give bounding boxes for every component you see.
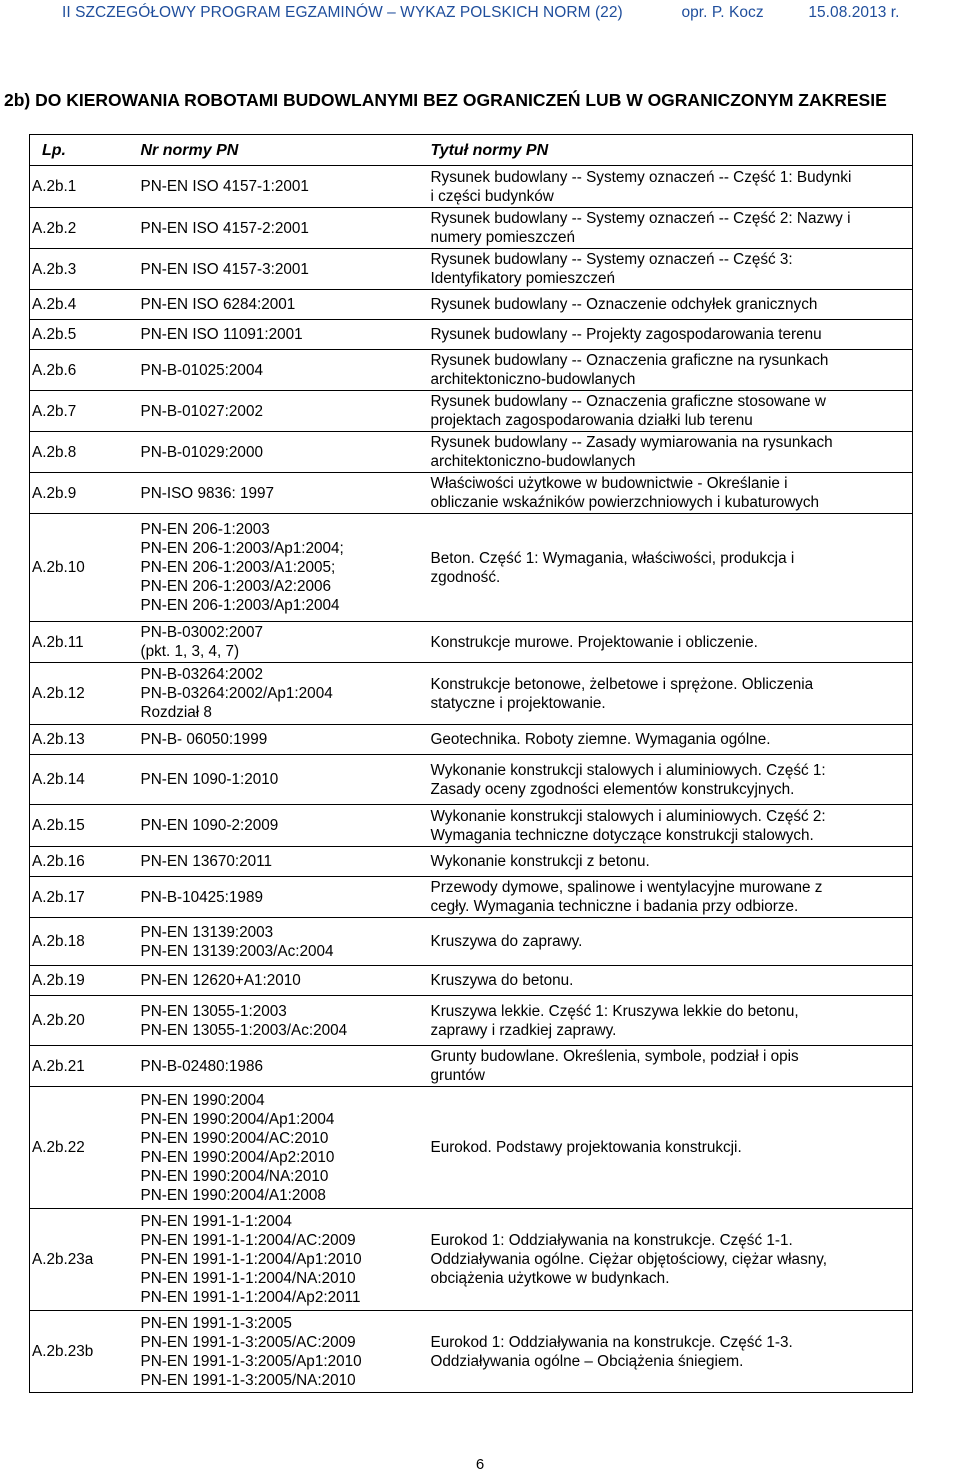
norm-title-line: i części budynków xyxy=(430,187,554,205)
row-norm-number xyxy=(133,918,423,966)
row-norm-title xyxy=(423,918,913,966)
norm-title-line: Eurokod 1: Oddziaływania na konstrukcje. Część 1-3. xyxy=(430,1333,793,1351)
norm-number-line: Rozdział 8 xyxy=(140,704,212,721)
table-header-row xyxy=(30,135,913,166)
row-lp: A.2b.6 xyxy=(30,350,133,391)
norm-title-line: Przewody dymowe, spalinowe i wentylacyjne murowane z xyxy=(430,879,823,896)
row-norm-number xyxy=(133,877,423,918)
norm-number-line: PN-EN 1090-2:2009 xyxy=(140,817,279,834)
norm-number-line: PN-EN 206-1:2003/A2:2006 xyxy=(140,578,331,595)
table-row xyxy=(30,918,913,966)
row-norm-title xyxy=(423,1087,913,1209)
norm-title-line: Konstrukcje betonowe, żelbetowe i sprężone. Obliczenia xyxy=(430,675,814,693)
row-lp: A.2b.21 xyxy=(30,1046,133,1087)
table-row xyxy=(30,208,913,249)
header-nr: Nr normy PN xyxy=(133,135,423,166)
norm-number-line: PN-EN 13055-1:2003 xyxy=(140,1002,287,1020)
row-norm-title xyxy=(423,391,913,432)
norm-title-line: Kruszywa do betonu. xyxy=(430,972,574,989)
norm-number-line: (pkt. 1, 3, 4, 7) xyxy=(140,643,240,660)
row-norm-number xyxy=(133,1087,423,1209)
norm-title-line: Identyfikatory pomieszczeń xyxy=(430,270,615,287)
norm-title-line: architektoniczno-budowlanych xyxy=(430,371,636,388)
norm-number-line: PN-EN 1991-1-1:2004/NA:2010 xyxy=(140,1270,356,1287)
row-norm-title xyxy=(423,208,913,249)
norm-title-line: cegły. Wymagania techniczne i badania przy odbiorze. xyxy=(430,898,799,915)
row-norm-title xyxy=(423,1311,913,1393)
row-norm-title xyxy=(423,473,913,514)
norm-number-line: PN-EN 1990:2004/A1:2008 xyxy=(140,1186,326,1204)
row-lp: A.2b.5 xyxy=(30,320,133,350)
norm-number-line: PN-EN 13139:2003/Ac:2004 xyxy=(140,942,334,960)
norm-number-line: PN-EN 1991-1-1:2004 xyxy=(140,1213,292,1230)
row-lp: A.2b.1 xyxy=(30,166,133,208)
row-norm-number xyxy=(133,1209,423,1311)
row-norm-title xyxy=(423,622,913,663)
norm-number-line: PN-B-01025:2004 xyxy=(140,361,263,379)
row-norm-title xyxy=(423,1046,913,1087)
header-title: Tytuł normy PN xyxy=(423,135,913,166)
table-row xyxy=(30,1046,913,1087)
row-norm-title xyxy=(423,249,913,290)
norm-title-line: Właściwości użytkowe w budownictwie - Określanie i xyxy=(430,475,788,492)
row-norm-number xyxy=(133,805,423,847)
row-norm-title xyxy=(423,1209,913,1311)
row-lp: A.2b.3 xyxy=(30,249,133,290)
norm-number-line: PN-EN ISO 11091:2001 xyxy=(140,326,303,343)
norm-number-line: PN-EN 13670:2011 xyxy=(140,853,273,870)
table-row xyxy=(30,847,913,877)
norm-title-line: Konstrukcje murowe. Projektowanie i obliczenie. xyxy=(430,633,758,651)
row-lp: A.2b.17 xyxy=(30,877,133,918)
norm-title-line: statyczne i projektowanie. xyxy=(430,694,606,712)
row-norm-number xyxy=(133,622,423,663)
norm-title-line: obliczanie wskaźników powierzchniowych i kubaturowych xyxy=(430,494,820,511)
section-title: 2b) DO KIEROWANIA ROBOTAMI BUDOWLANYMI BEZ OGRANICZEŃ LUB W OGRANICZONYM ZAKRESIE xyxy=(4,90,887,110)
row-norm-number xyxy=(133,663,423,725)
norm-number-line: PN-B-03264:2002 xyxy=(140,666,263,683)
table-row xyxy=(30,1311,913,1393)
norm-number-line: PN-EN 12620+A1:2010 xyxy=(140,972,301,989)
norm-number-line: PN-EN 1991-1-3:2005/Ap1:2010 xyxy=(140,1352,362,1370)
norm-title-line: Beton. Część 1: Wymagania, właściwości, produkcja i xyxy=(430,549,795,567)
row-norm-title xyxy=(423,320,913,350)
row-norm-title xyxy=(423,996,913,1046)
row-norm-number xyxy=(133,432,423,473)
row-lp: A.2b.13 xyxy=(30,725,133,755)
norm-number-line: PN-ISO 9836: 1997 xyxy=(140,484,275,502)
norm-number-line: PN-EN 1990:2004/Ap1:2004 xyxy=(140,1110,335,1128)
header-date: 15.08.2013 r. xyxy=(808,4,900,21)
row-norm-title xyxy=(423,966,913,996)
table-row xyxy=(30,755,913,805)
table-row xyxy=(30,1087,913,1209)
norm-title-line: Wykonanie konstrukcji stalowych i aluminiowych. Część 1: xyxy=(430,761,826,779)
table-row xyxy=(30,391,913,432)
norm-number-line: PN-EN ISO 4157-2:2001 xyxy=(140,219,309,237)
row-lp: A.2b.15 xyxy=(30,805,133,847)
norm-title-line: Rysunek budowlany -- Oznaczenie odchyłek granicznych xyxy=(430,296,818,313)
row-norm-title xyxy=(423,805,913,847)
table-row xyxy=(30,166,913,208)
norm-number-line: PN-EN 1990:2004/Ap2:2010 xyxy=(140,1148,335,1166)
norm-title-line: Rysunek budowlany -- Oznaczenia graficzne na rysunkach xyxy=(430,352,829,369)
row-norm-title xyxy=(423,350,913,391)
row-norm-title xyxy=(423,290,913,320)
norm-number-line: PN-EN ISO 6284:2001 xyxy=(140,296,296,313)
norm-number-line: PN-B-02480:1986 xyxy=(140,1057,263,1075)
row-lp: A.2b.19 xyxy=(30,966,133,996)
norm-title-line: Rysunek budowlany -- Oznaczenia graficzne stosowane w xyxy=(430,393,826,410)
row-norm-number xyxy=(133,166,423,208)
norm-number-line: PN-B-03264:2002/Ap1:2004 xyxy=(140,685,333,702)
header-title: II SZCZEGÓŁOWY PROGRAM EGZAMINÓW – WYKAZ POLSKICH NORM (22) xyxy=(62,4,623,21)
row-norm-number xyxy=(133,755,423,805)
row-norm-title xyxy=(423,663,913,725)
header-lp: Lp. xyxy=(30,135,133,166)
norm-number-line: PN-B-01029:2000 xyxy=(140,443,263,461)
row-norm-number xyxy=(133,320,423,350)
norm-title-line: Wymagania techniczne dotyczące konstrukcji stalowych. xyxy=(430,826,814,844)
row-norm-number xyxy=(133,847,423,877)
norm-title-line: Zasady oceny zgodności elementów konstrukcyjnych. xyxy=(430,780,795,798)
row-lp: A.2b.18 xyxy=(30,918,133,966)
norm-number-line: PN-EN 1990:2004/NA:2010 xyxy=(140,1167,329,1185)
row-lp: A.2b.11 xyxy=(30,622,133,663)
row-norm-title xyxy=(423,432,913,473)
table-row xyxy=(30,663,913,725)
row-lp: A.2b.12 xyxy=(30,663,133,725)
page-number: 6 xyxy=(475,1456,485,1473)
norm-title-line: Geotechnika. Roboty ziemne. Wymagania ogólne. xyxy=(430,731,771,748)
table-row xyxy=(30,432,913,473)
norm-title-line: Rysunek budowlany -- Zasady wymiarowania na rysunkach xyxy=(430,434,833,451)
norm-number-line: PN-EN 206-1:2003/Ap1:2004 xyxy=(140,597,340,614)
row-norm-title xyxy=(423,847,913,877)
table-row xyxy=(30,725,913,755)
norm-number-line: PN-B-03002:2007 xyxy=(140,624,263,641)
row-lp: A.2b.22 xyxy=(30,1087,133,1209)
norm-number-line: PN-EN 1991-1-1:2004/Ap1:2010 xyxy=(140,1251,362,1268)
norm-number-line: PN-EN 13139:2003 xyxy=(140,923,274,941)
table-row xyxy=(30,290,913,320)
norm-number-line: PN-EN 1991-1-1:2004/AC:2009 xyxy=(140,1232,356,1249)
row-lp: A.2b.20 xyxy=(30,996,133,1046)
row-norm-number xyxy=(133,966,423,996)
norm-number-line: PN-B- 06050:1999 xyxy=(140,731,268,748)
norm-number-line: PN-EN ISO 4157-3:2001 xyxy=(140,260,309,278)
header-line xyxy=(62,4,900,22)
row-norm-title xyxy=(423,166,913,208)
table-row xyxy=(30,514,913,622)
norm-number-line: PN-EN 1991-1-3:2005/NA:2010 xyxy=(140,1371,356,1389)
norm-title-line: zgodność. xyxy=(430,568,501,586)
norm-title-line: Oddziaływania ogólne. Ciężar objętościowy, ciężar własny, xyxy=(430,1251,827,1268)
norm-number-line: PN-B-10425:1989 xyxy=(140,888,263,906)
norm-title-line: Rysunek budowlany -- Systemy oznaczeń -- Część 3: xyxy=(430,251,793,268)
norm-title-line: Rysunek budowlany -- Projekty zagospodarowania terenu xyxy=(430,326,822,343)
row-norm-title xyxy=(423,755,913,805)
table-row xyxy=(30,622,913,663)
norm-title-line: Wykonanie konstrukcji stalowych i aluminiowych. Część 2: xyxy=(430,807,826,825)
norm-number-line: PN-EN 1991-1-1:2004/Ap2:2011 xyxy=(140,1289,361,1306)
row-norm-number xyxy=(133,350,423,391)
row-norm-title xyxy=(423,877,913,918)
row-lp: A.2b.23a xyxy=(30,1209,133,1311)
table-row xyxy=(30,473,913,514)
norm-title-line: obciążenia użytkowe w budynkach. xyxy=(430,1270,670,1287)
row-lp: A.2b.23b xyxy=(30,1311,133,1393)
row-norm-number xyxy=(133,514,423,622)
row-norm-title xyxy=(423,725,913,755)
norm-number-line: PN-EN 206-1:2003/Ap1:2004; xyxy=(140,540,344,557)
norm-title-line: Rysunek budowlany -- Systemy oznaczeń -- Część 2: Nazwy i xyxy=(430,210,851,227)
norm-title-line: Rysunek budowlany -- Systemy oznaczeń -- Część 1: Budynki xyxy=(430,168,852,186)
row-norm-number xyxy=(133,1046,423,1087)
row-norm-number xyxy=(133,996,423,1046)
norms-table xyxy=(29,134,913,1393)
row-norm-number xyxy=(133,725,423,755)
norm-title-line: gruntów xyxy=(430,1067,485,1084)
row-norm-number xyxy=(133,473,423,514)
table-row xyxy=(30,1209,913,1311)
norm-number-line: PN-EN 1090-1:2010 xyxy=(140,771,279,788)
norm-title-line: Grunty budowlane. Określenia, symbole, podział i opis xyxy=(430,1048,799,1065)
norm-title-line: Oddziaływania ogólne – Obciążenia śniegiem. xyxy=(430,1352,744,1370)
table-row xyxy=(30,877,913,918)
row-norm-number xyxy=(133,249,423,290)
norm-title-line: Eurokod. Podstawy projektowania konstrukcji. xyxy=(430,1139,742,1156)
norm-title-line: Eurokod 1: Oddziaływania na konstrukcje. Część 1-1. xyxy=(430,1232,793,1249)
norm-number-line: PN-EN 1990:2004/AC:2010 xyxy=(140,1129,329,1147)
row-lp: A.2b.2 xyxy=(30,208,133,249)
table-row xyxy=(30,249,913,290)
row-lp: A.2b.9 xyxy=(30,473,133,514)
row-lp: A.2b.10 xyxy=(30,514,133,622)
norm-number-line: PN-EN 206-1:2003 xyxy=(140,521,270,538)
row-norm-number xyxy=(133,290,423,320)
norm-number-line: PN-EN 1990:2004 xyxy=(140,1091,265,1109)
header-author: opr. P. Kocz xyxy=(681,4,764,21)
norm-title-line: Kruszywa do zaprawy. xyxy=(430,933,583,950)
table-row xyxy=(30,320,913,350)
norm-title-line: projektach zagospodarowania działki lub terenu xyxy=(430,412,753,429)
row-norm-number xyxy=(133,1311,423,1393)
norm-number-line: PN-EN 13055-1:2003/Ac:2004 xyxy=(140,1021,348,1039)
table-row xyxy=(30,805,913,847)
row-lp: A.2b.16 xyxy=(30,847,133,877)
row-lp: A.2b.4 xyxy=(30,290,133,320)
table-row xyxy=(30,966,913,996)
norm-number-line: PN-B-01027:2002 xyxy=(140,402,263,420)
row-norm-title xyxy=(423,514,913,622)
row-norm-number xyxy=(133,391,423,432)
row-lp: A.2b.7 xyxy=(30,391,133,432)
norm-number-line: PN-EN 206-1:2003/A1:2005; xyxy=(140,559,336,576)
page-header xyxy=(0,0,960,30)
norm-title-line: Wykonanie konstrukcji z betonu. xyxy=(430,853,650,870)
row-lp: A.2b.14 xyxy=(30,755,133,805)
norm-title-line: numery pomieszczeń xyxy=(430,229,576,246)
table-row xyxy=(30,996,913,1046)
norm-number-line: PN-EN ISO 4157-1:2001 xyxy=(140,178,309,195)
norm-title-line: zaprawy i rzadkiej zaprawy. xyxy=(430,1021,617,1039)
norm-number-line: PN-EN 1991-1-3:2005/AC:2009 xyxy=(140,1333,356,1351)
row-lp: A.2b.8 xyxy=(30,432,133,473)
norm-title-line: architektoniczno-budowlanych xyxy=(430,453,636,470)
norm-title-line: Kruszywa lekkie. Część 1: Kruszywa lekkie do betonu, xyxy=(430,1002,799,1020)
row-norm-number xyxy=(133,208,423,249)
norm-number-line: PN-EN 1991-1-3:2005 xyxy=(140,1314,292,1332)
table-row xyxy=(30,350,913,391)
